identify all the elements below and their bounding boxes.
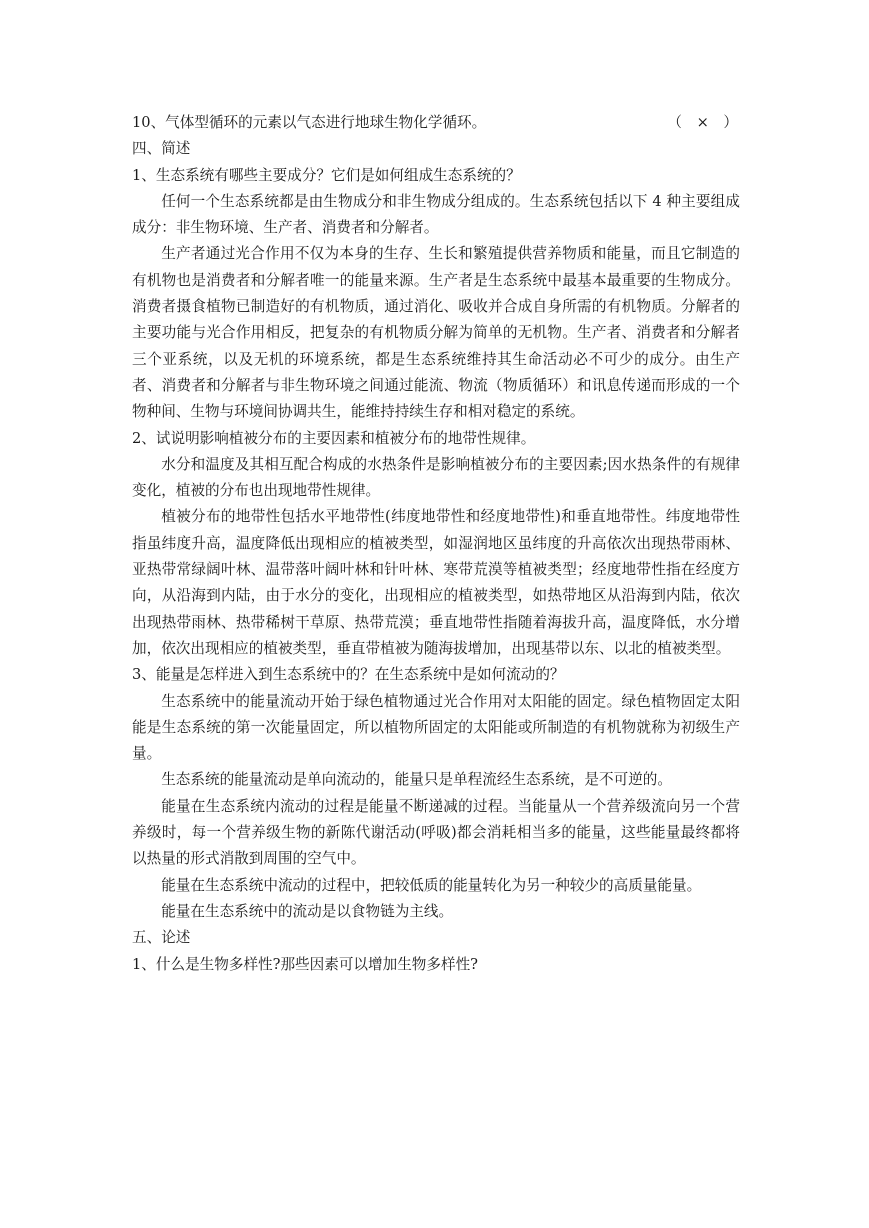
section-4-heading: 四、简述: [132, 140, 191, 158]
question-4-1: 1、生态系统有哪些主要成分？它们是如何组成生态系统的？: [132, 166, 521, 184]
answer-4-1-paragraph-2: 生产者通过光合作用不仅为本身的生存、生长和繁殖提供营养物质和能量，而且它制造的有机物也是消费者和分解者唯一的能量来源。生产者是生态系统中最基本最重要的生物成分。消费者摄食植物已制造好的有机物质，通过消化、吸收并合成自身所需的有机物质。分解者的主要功能与光合作用相反，把复杂的有机物质分解为简单的无机物。生产者、消费者和分解者三个亚系统，以及无机的环境系统，都是生态系统维持其生命活动必不可少的成分。由生产者、消费者和分解者与非生物环境之间通过能流、物流（物质循环）和讯息传递而形成的一个物种间、生物与环境间协调共生，能维持持续生存和相对稳定的系统。: [132, 245, 740, 421]
item-10-answer: （ × ）: [667, 114, 738, 131]
answer-4-3-paragraph-2: 生态系统的能量流动是单向流动的，能量只是单程流经生态系统，是不可逆的。: [161, 771, 672, 789]
answer-4-3-paragraph-5: 能量在生态系统中的流动是以食物链为主线。: [161, 902, 454, 920]
question-5-1: 1、什么是生物多样性?那些因素可以增加生物多样性?: [132, 955, 478, 973]
document-content: [132, 110, 740, 978]
answer-4-2-paragraph-2: 植被分布的地带性包括水平地带性(纬度地带性和经度地带性)和垂直地带性。纬度地带性指虽纬度升高，温度降低出现相应的植被类型，如湿润地区虽纬度的升高依次出现热带雨林、亚热带常绿阔叶林、温带落叶阔叶林和针叶林、寒带荒漠等植被类型；经度地带性指在经度方向，从沿海到内陆，由于水分的变化，出现相应的植被类型，如热带地区从沿海到内陆，依次出现热带雨林、热带稀树干草原、热带荒漠；垂直地带性指随着海拔升高，温度降低，水分增加，依次出现相应的植被类型，垂直带植被为随海拔增加，出现基带以东、以北的植被类型。: [132, 508, 740, 657]
true-false-item-10: [132, 110, 740, 136]
answer-4-3-paragraph-1: 生态系统中的能量流动开始于绿色植物通过光合作用对太阳能的固定。绿色植物固定太阳能是生态系统的第一次能量固定，所以植物所固定的太阳能或所制造的有机物就称为初级生产量。: [132, 692, 740, 763]
answer-4-1-paragraph-1: 任何一个生态系统都是由生物成分和非生物成分组成的。生态系统包括以下 4 种主要组成成分：非生物环境、生产者、消费者和分解者。: [132, 192, 740, 237]
question-4-3: 3、能量是怎样进入到生态系统中的？在生态系统中是如何流动的？: [132, 666, 565, 684]
item-10-text: 10、气体型循环的元素以气态进行地球生物化学循环。: [132, 114, 487, 131]
question-4-2: 2、试说明影响植被分布的主要因素和植被分布的地带性规律。: [132, 429, 536, 447]
section-5-heading: 五、论述: [132, 929, 191, 947]
answer-4-3-paragraph-4: 能量在生态系统中流动的过程中，把较低质的能量转化为另一种较少的高质量能量。: [161, 876, 702, 894]
answer-4-3-paragraph-3: 能量在生态系统内流动的过程是能量不断递减的过程。当能量从一个营养级流向另一个营养级时，每一个营养级生物的新陈代谢活动(呼吸)都会消耗相当多的能量，这些能量最终都将以热量的形式消散到周围的空气中。: [132, 797, 740, 868]
answer-4-2-paragraph-1: 水分和温度及其相互配合构成的水热条件是影响植被分布的主要因素;因水热条件的有规律变化，植被的分布也出现地带性规律。: [132, 455, 740, 500]
